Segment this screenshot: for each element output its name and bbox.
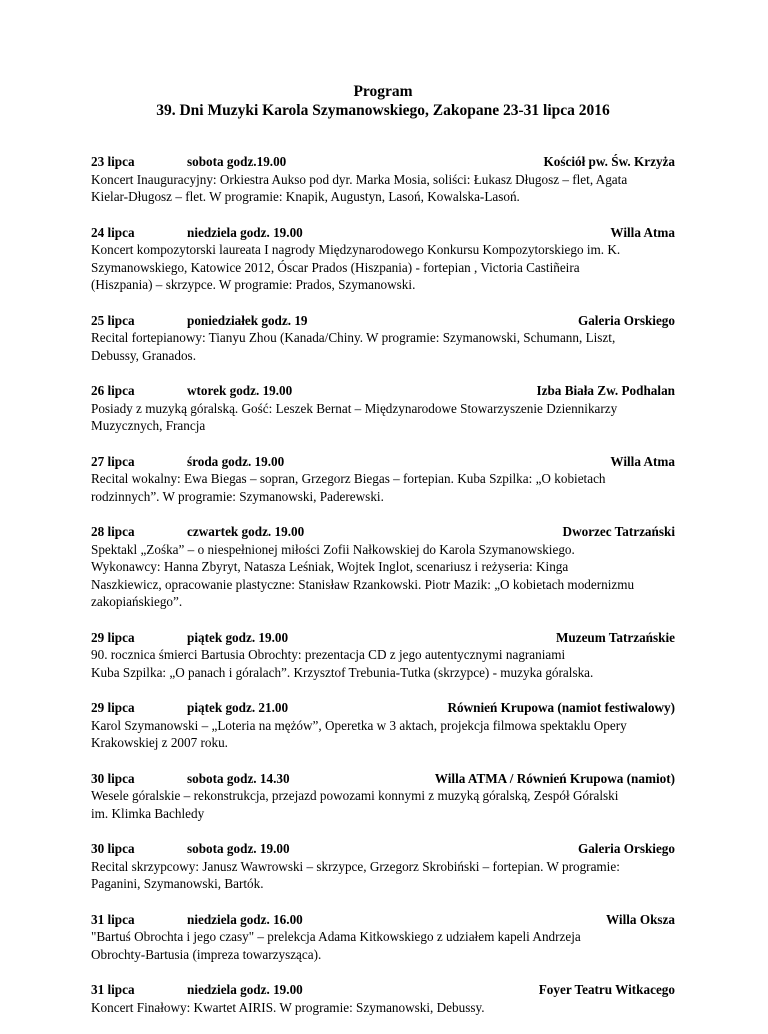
event-venue: Willa ATMA / Równień Krupowa (namiot) (434, 770, 675, 786)
event-description-line: rodzinnych”. W programie: Szymanowski, Paderewski. (91, 488, 384, 504)
document-page (91, 82, 675, 1034)
event-day-time: niedziela godz. 16.00 (187, 911, 303, 927)
event-header (91, 153, 675, 171)
event-description-line: Koncert kompozytorski laureata I nagrody Międzynarodowego Konkursu Kompozytorskiego im. K. (91, 242, 621, 257)
event-date: 30 lipca (91, 770, 135, 786)
event-description-line: Paganini, Szymanowski, Bartók. (91, 876, 264, 891)
event-header (91, 770, 675, 788)
event-date: 25 lipca (91, 312, 135, 328)
event-entry (91, 699, 675, 752)
event-day-time: piątek godz. 19.00 (187, 629, 289, 645)
event-day-time: poniedziałek godz. 19 (187, 312, 308, 328)
event-description-line: im. Klimka Bachledy (91, 805, 205, 821)
event-header (91, 523, 675, 541)
event-venue: Galeria Orskiego (577, 841, 675, 856)
event-header (91, 981, 675, 999)
event-entry (91, 382, 675, 435)
event-description-line: Wesele góralskie – rekonstrukcja, przejazd powozami konnymi z muzyką góralską, Zespół Góralski (91, 788, 619, 803)
event-description-line: Kielar-Długosz – flet. W programie: Knapik, Augustyn, Lasoń, Kowalska-Lasoń. (91, 189, 520, 204)
event-venue: Willa Atma (610, 224, 675, 240)
event-description-line: Szymanowskiego, Katowice 2012, Óscar Prados (Hiszpania) - fortepian , Victoria Castiñeira (91, 259, 580, 275)
event-entry (91, 911, 675, 964)
event-description-line: Kuba Szpilka: „O panach i góralach”. Krzysztof Trebunia-Tutka (skrzypce) - muzyka góralska. (91, 664, 594, 680)
event-header (91, 840, 675, 858)
event-description-line: Karol Szymanowski – „Loteria na mężów”, Operetka w 3 aktach, projekcja filmowa spektaklu Opery (91, 717, 627, 733)
event-venue: Foyer Teatru Witkacego (538, 982, 675, 997)
title-line-1: Program (353, 83, 413, 100)
event-date: 31 lipca (91, 982, 135, 997)
event-description-line: Spektakl „Zośka” – o niespełnionej miłości Zofii Nałkowskiej do Karola Szymanowskiego. (91, 541, 575, 557)
event-description-line: Debussy, Granados. (91, 347, 196, 363)
event-venue: Willa Atma (610, 453, 675, 469)
event-date: 31 lipca (91, 911, 135, 927)
event-venue: Równień Krupowa (namiot festiwalowy) (447, 700, 675, 715)
event-date: 28 lipca (91, 524, 135, 539)
event-day-time: sobota godz. 19.00 (187, 841, 290, 856)
event-entry (91, 840, 675, 893)
event-entry (91, 312, 675, 365)
event-description-line: "Bartuś Obrochta i jego czasy" – prelekcja Adama Kitkowskiego z udziałem kapeli Andrzeja (91, 929, 581, 944)
event-day-time: środa godz. 19.00 (187, 453, 285, 469)
event-header (91, 453, 675, 471)
event-description-line: (Hiszpania) – skrzypce. W programie: Prados, Szymanowski. (91, 277, 416, 292)
event-description-line: Koncert Inauguracyjny: Orkiestra Aukso pod dyr. Marka Mosia, soliści: Łukasz Długosz – flet, Agata (91, 171, 628, 187)
event-entry (91, 153, 675, 206)
event-description-line: Recital skrzypcowy: Janusz Wawrowski – skrzypce, Grzegorz Skrobiński – fortepian. W programie: (91, 858, 620, 874)
event-entry (91, 224, 675, 294)
event-venue: Izba Biała Zw. Podhalan (536, 383, 675, 398)
event-list (91, 153, 675, 1016)
event-venue: Galeria Orskiego (577, 312, 675, 328)
event-day-time: sobota godz. 14.30 (187, 770, 290, 786)
title-line-2: 39. Dni Muzyki Karola Szymanowskiego, Zakopane 23-31 lipca 2016 (156, 102, 610, 119)
event-venue: Dworzec Tatrzański (562, 524, 675, 539)
event-description-line: Obrochty-Bartusia (impreza towarzysząca). (91, 946, 322, 962)
event-date: 26 lipca (91, 383, 135, 398)
event-header (91, 312, 675, 330)
event-venue: Willa Oksza (605, 911, 675, 927)
event-venue: Kościół pw. Św. Krzyża (543, 154, 675, 169)
event-day-time: niedziela godz. 19.00 (187, 224, 303, 240)
event-entry (91, 981, 675, 1016)
event-day-time: czwartek godz. 19.00 (187, 524, 305, 539)
event-date: 29 lipca (91, 700, 135, 715)
event-description-line: Krakowskiej z 2007 roku. (91, 735, 228, 750)
event-description-line: Posiady z muzyką góralską. Gość: Leszek Bernat – Międzynarodowe Stowarzyszenie Dziennikarzy (91, 400, 618, 416)
event-date: 24 lipca (91, 224, 135, 240)
event-header (91, 699, 675, 717)
event-header (91, 224, 675, 242)
document-title (91, 82, 675, 120)
event-description-line: Wykonawcy: Hanna Zbyryt, Natasza Leśniak, Wojtek Inglot, scenariusz i reżyseria: Kinga (91, 559, 569, 574)
event-header (91, 911, 675, 929)
event-date: 30 lipca (91, 841, 135, 856)
event-entry (91, 770, 675, 823)
event-description-line: Recital wokalny: Ewa Biegas – sopran, Grzegorz Biegas – fortepian. Kuba Szpilka: „O kobietach (91, 471, 606, 486)
event-description-line: Naszkiewicz, opracowanie plastyczne: Stanisław Rzankowski. Piotr Mazik: „O kobietach modernizmu (91, 576, 635, 592)
event-date: 29 lipca (91, 629, 135, 645)
event-description-line: Recital fortepianowy: Tianyu Zhou (Kanada/Chiny. W programie: Szymanowski, Schumann, Liszt, (91, 330, 616, 345)
event-header (91, 629, 675, 647)
event-header (91, 382, 675, 400)
event-entry (91, 453, 675, 506)
event-date: 27 lipca (91, 453, 135, 469)
event-day-time: niedziela godz. 19.00 (187, 982, 303, 997)
event-date: 23 lipca (91, 154, 135, 169)
event-day-time: wtorek godz. 19.00 (187, 383, 293, 398)
event-description-line: Koncert Finałowy: Kwartet AIRIS. W programie: Szymanowski, Debussy. (91, 999, 485, 1015)
event-day-time: sobota godz.19.00 (187, 154, 287, 169)
event-description-line: zakopiańskiego”. (91, 594, 183, 609)
event-venue: Muzeum Tatrzańskie (555, 629, 675, 645)
event-description-line: Muzycznych, Francja (91, 418, 206, 433)
event-entry (91, 629, 675, 682)
event-day-time: piątek godz. 21.00 (187, 700, 289, 715)
event-entry (91, 523, 675, 611)
event-description-line: 90. rocznica śmierci Bartusia Obrochty: prezentacja CD z jego autentycznymi nagraniami (91, 647, 566, 662)
